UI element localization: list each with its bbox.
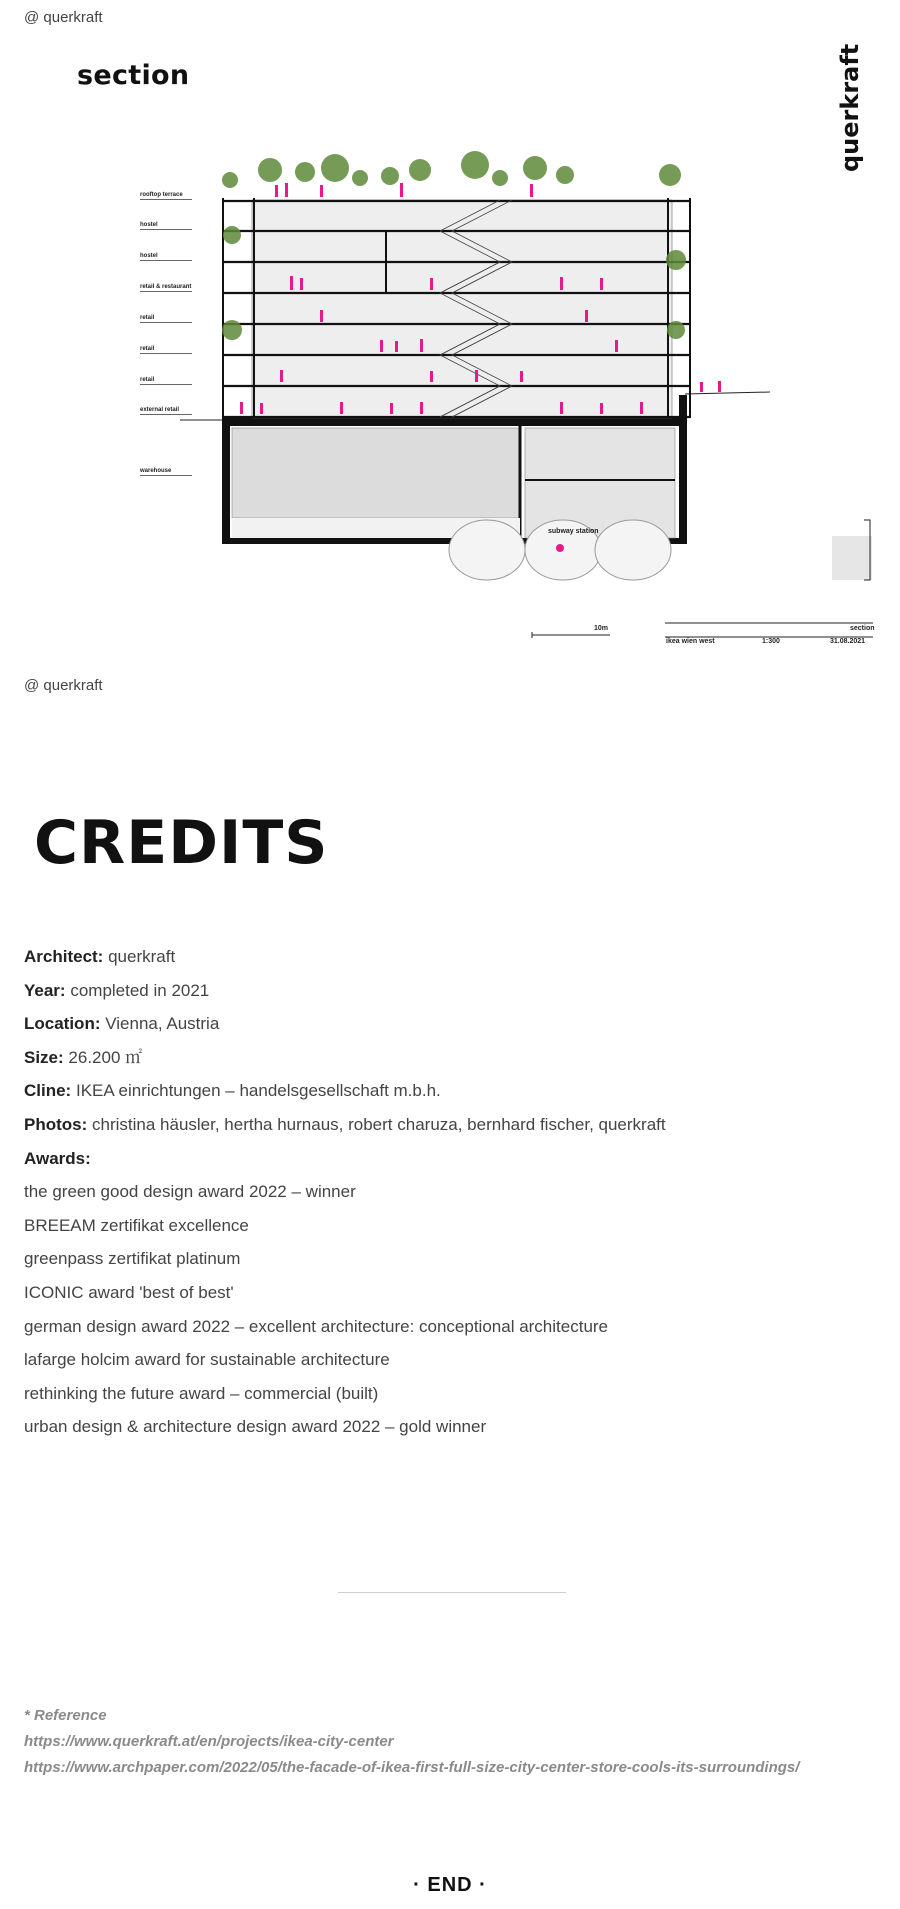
photo-credit-caption: @ querkraft	[24, 9, 103, 26]
scale-bar-label: 10m	[594, 625, 609, 632]
credit-year	[24, 974, 884, 1008]
section-drawing-graphic	[0, 40, 900, 660]
credit-architect	[24, 940, 884, 974]
credit-value: completed in 2021	[70, 980, 210, 1000]
floor-label: retail	[140, 346, 192, 354]
references-label: * Reference	[24, 1707, 107, 1724]
floor-label: hostel	[140, 222, 192, 230]
references	[24, 1703, 799, 1781]
end-marker: · END ·	[413, 1874, 487, 1896]
credits-heading: CREDITS	[34, 808, 329, 878]
sheet-date: 31.08.2021	[830, 638, 866, 645]
floor-label: warehouse	[140, 468, 192, 476]
award-item: BREEAM zertifikat excellence	[24, 1215, 249, 1235]
reference-link[interactable]: https://www.querkraft.at/en/projects/ikea-city-center	[24, 1733, 394, 1750]
credit-label: Size:	[24, 1047, 64, 1067]
credit-label: Architect:	[24, 947, 104, 966]
credit-label: Photos:	[24, 1114, 88, 1134]
credits-list	[24, 940, 884, 1444]
credit-awards-label	[24, 1142, 884, 1176]
credit-value: querkraft	[108, 947, 176, 966]
credit-location	[24, 1007, 884, 1041]
drawing-title: section	[77, 60, 190, 91]
award-item: the green good design award 2022 – winner	[24, 1182, 356, 1202]
section-divider	[338, 1592, 566, 1593]
section-drawing	[0, 40, 900, 660]
sheet-heading: section	[850, 625, 875, 632]
credit-value: 26.200 ㎡	[68, 1047, 143, 1067]
award-item: rethinking the future award – commercial (built)	[24, 1383, 379, 1403]
floor-label: rooftop terrace	[140, 192, 192, 200]
sheet-project: ikea wien west	[666, 638, 715, 645]
floor-label: hostel	[140, 253, 192, 261]
credit-value: christina häusler, hertha hurnaus, robert charuza, bernhard fischer, querkraft	[92, 1114, 666, 1134]
floor-label: retail	[140, 377, 192, 385]
award-item: greenpass zertifikat platinum	[24, 1249, 241, 1269]
floor-label: retail & restaurant	[140, 284, 192, 290]
floor-label: retail	[140, 315, 192, 323]
credit-client	[24, 1074, 884, 1108]
award-item: urban design & architecture design award 2022 – gold winner	[24, 1417, 487, 1437]
credit-value: Vienna, Austria	[105, 1014, 220, 1034]
subway-station-label: subway station	[548, 528, 599, 535]
credit-label: Awards:	[24, 1148, 91, 1168]
floor-label: external retail	[140, 407, 192, 415]
credit-value: IKEA einrichtungen – handelsgesellschaft m.b.h.	[75, 1081, 441, 1101]
photo-credit-caption: @ querkraft	[24, 677, 103, 694]
drawing-brand-logo: querkraft	[836, 43, 864, 172]
award-item: ICONIC award 'best of best'	[24, 1282, 234, 1302]
credit-label: Year:	[24, 980, 66, 1000]
credit-label: Cline:	[24, 1081, 72, 1101]
award-item: german design award 2022 – excellent architecture: conceptional architecture	[24, 1316, 609, 1336]
award-item: lafarge holcim award for sustainable architecture	[24, 1350, 390, 1370]
credit-size	[24, 1041, 884, 1075]
credit-label: Location:	[24, 1014, 101, 1034]
reference-link[interactable]: https://www.archpaper.com/2022/05/the-facade-of-ikea-first-full-size-city-center-store-cools-its-surroundings/	[24, 1759, 800, 1776]
sheet-scale: 1:300	[762, 638, 780, 645]
credit-photos	[24, 1108, 884, 1142]
